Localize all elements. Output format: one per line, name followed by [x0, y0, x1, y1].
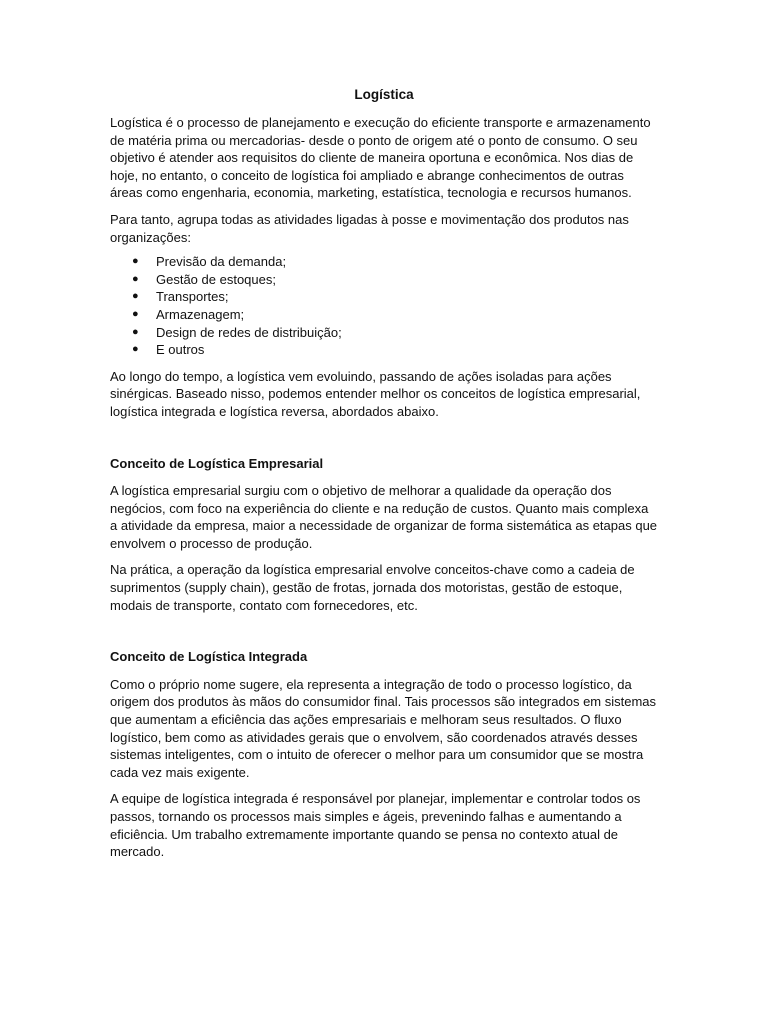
intro-paragraph-1: Logística é o processo de planejamento e execução do eficiente transporte e armazenamento de matéria prima ou mercadorias- desde o ponto de origem até o ponto de consumo. O seu objetivo é atender aos requisitos do cliente de maneira oportuna e econômica. Nos dias de hoje, no entanto, o conceito de logística foi ampliado e abrange conhecimentos de outras áreas como engenharia, economia, marketing, estatística, tecnologia e recursos humanos.	[110, 115, 651, 201]
list-item: ● E outros	[132, 342, 205, 358]
list-item: ● Transportes;	[132, 289, 229, 305]
bullet-icon: ●	[132, 290, 139, 303]
list-item: ● Previsão da demanda;	[132, 254, 287, 270]
empresarial-paragraph-2: Na prática, a operação da logística empresarial envolve conceitos-chave como a cadeia de suprimentos (supply chain), gestão de frotas, jornada dos motoristas, gestão de estoque, modais de transporte, contato com fornecedores, etc.	[110, 562, 635, 613]
bullet-icon: ●	[132, 255, 139, 268]
intro-paragraph-3: Ao longo do tempo, a logística vem evoluindo, passando de ações isoladas para ações sinérgicas. Baseado nisso, podemos entender melhor os conceitos de logística empresarial, logística integrada e logística reversa, abordados abaixo.	[110, 368, 641, 419]
section-heading-integrada: Conceito de Logística Integrada	[110, 649, 308, 665]
activities-list	[110, 253, 658, 359]
section-heading-empresarial: Conceito de Logística Empresarial	[110, 455, 324, 471]
intro-paragraph-2: Para tanto, agrupa todas as atividades ligadas à posse e movimentação dos produtos nas organizações:	[110, 211, 629, 245]
list-item: ● Armazenagem;	[132, 306, 245, 322]
bullet-icon: ●	[132, 272, 139, 285]
bullet-icon: ●	[132, 325, 139, 338]
integrada-paragraph-2: A equipe de logística integrada é responsável por planejar, implementar e controlar todos os passos, tornando os processos mais simples e ágeis, prevenindo falhas e aumentando a eficiência. Um trabalho extremamente importante quando se pensa no contexto atual de mercado.	[110, 791, 641, 860]
document-page	[110, 86, 658, 870]
document-title: Logística	[354, 87, 414, 102]
list-item: ● Gestão de estoques;	[132, 271, 276, 287]
empresarial-paragraph-1: A logística empresarial surgiu com o objetivo de melhorar a qualidade da operação dos negócios, com foco na experiência do cliente e na redução de custos. Quanto mais complexa a atividade da empresa, maior a necessidade de organizar de forma sistemática as etapas que envolvem o processo de produção.	[110, 483, 658, 551]
list-item: ● Design de redes de distribuição;	[132, 324, 342, 340]
bullet-icon: ●	[132, 307, 139, 320]
bullet-icon: ●	[132, 343, 139, 356]
integrada-paragraph-1: Como o próprio nome sugere, ela representa a integração de todo o processo logístico, da origem dos produtos às mãos do consumidor final. Tais processos são integrados em sistemas que aumentam a eficiência das ações empresariais e melhoram seus resultados. O fluxo logístico, bem como as atividades gerais que o envolvem, são coordenados através desses sistemas inteligentes, com o intuito de oferecer o melhor para um consumidor que se mostra cada vez mais exigente.	[110, 676, 657, 780]
